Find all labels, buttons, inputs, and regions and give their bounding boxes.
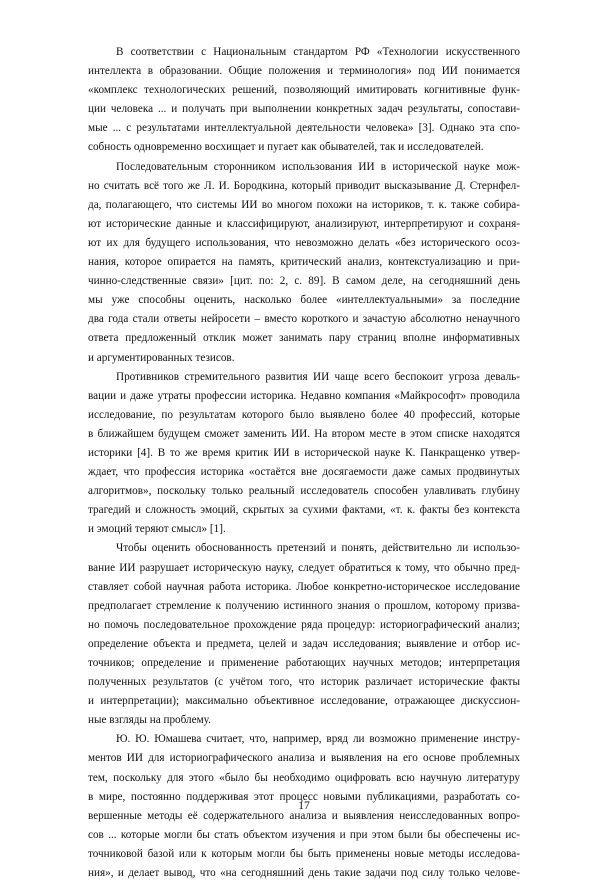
page-number: 17 (298, 800, 310, 812)
text-line: и интерпретации); максимально объективное исследование, отражающее дискуссион- (88, 695, 520, 708)
text-line: ментов ИИ для историографического анализа и выявления на его основе проблемных (88, 752, 520, 765)
text-line: но считать всё того же Л. И. Бородкина, который приводит высказывание Д. Стернфел- (88, 179, 520, 192)
text-line: интеллекта в образовании. Общие положения и терминология» под ИИ понимается (88, 65, 520, 78)
text-line: тем, поскольку для этого «было бы необходимо оцифровать всю научную литературу (88, 771, 520, 784)
text-line: Ю. Ю. Юмашева считает, что, например, вряд ли возможно применение инстру- (116, 733, 520, 746)
paragraph-1 (88, 43, 520, 158)
text-line: вание ИИ разрушает историческую науку, следует обратиться к тому, что обычно пред- (88, 561, 520, 574)
text-line: определение объекта и предмета, целей и задач исследования; выявление и отбор ис- (88, 637, 520, 650)
paragraph-4 (88, 539, 520, 730)
text-line: собность одновременно восхищает и пугает как обывателей, так и исследователей. (88, 141, 484, 154)
text-line: точников; определение и применение работающих научных методов; интерпретация (88, 657, 520, 669)
text-line: точниковой базой или к которым могли бы быть применены новые методы исследова- (88, 847, 520, 860)
text-line: чинно-следственные связи» [цит. по: 2, с. 89]. В самом деле, на сегодняшний день (88, 275, 520, 288)
text-line: ют исторические данные и классифицируют, анализируют, интерпретируют и сохраня- (88, 217, 520, 230)
text-line: Последовательным сторонником использования ИИ в исторической науке мож- (116, 160, 520, 173)
text-line: полученных результатов (с учётом того, что историк различает исторические факты (88, 676, 520, 689)
text-line: ответа предложенный отклик может занимать пару страниц вполне информативных (88, 332, 520, 345)
text-line: Противников стремительного развития ИИ чаще всего беспокоит угроза деваль- (116, 370, 520, 383)
text-line: историки [4]. В то же время критик ИИ в исторической науке К. Панкращенко утвер- (88, 446, 520, 459)
text-line: В соответствии с Национальным стандартом РФ «Технологии искусственного (116, 46, 520, 58)
text-line: ные взгляды на проблему. (88, 714, 211, 727)
text-body (88, 43, 520, 883)
text-line: ции человека ... и получать при выполнении конкретных задач результаты, сопостави- (88, 103, 520, 116)
text-line: но помочь последовательное прохождение ряда процедур: историографический анализ; (88, 618, 520, 631)
paragraph-2 (88, 158, 520, 368)
text-line: ния», и делает вывод, что «на сегодняшний день такие задачи под силу только челове- (88, 867, 520, 880)
text-line: в ближайшем будущем сможет заменить ИИ. На втором месте в этом списке находятся (88, 427, 520, 440)
text-line: вершенные методы её содержательного анализа и выявления неисследованных вопро- (88, 809, 520, 822)
text-line: да, полагающего, что системы ИИ во многом похожи на историков, т. к. также собира- (88, 198, 520, 211)
text-line: мые ... с результатами интеллектуальной деятельности человека» [3]. Однако эта спо- (88, 122, 520, 135)
text-line: нания, которое опирается на память, критический анализ, контекстуализацию и при- (88, 256, 520, 269)
text-line: и аргументированных тезисов. (88, 351, 235, 364)
text-line: ждает, что профессия историка «остаётся вне досягаемости даже самых продвинутых (88, 466, 520, 479)
text-line: и эмоций теряют смысл» [1]. (88, 523, 226, 536)
document-page (88, 0, 520, 880)
text-line: Чтобы оценить обоснованность претензий и понять, действительно ли использо- (116, 542, 520, 555)
text-line: предполагает стремление к получению истинного знания о прошлом, которому призва- (88, 599, 520, 612)
text-line: вации и даже утраты профессии историка. Недавно компания «Майкрософт» проводила (88, 389, 520, 402)
text-line: ставляет собой научная работа историка. Любое конкретно-историческое исследование (88, 580, 520, 593)
text-line: трагедий и сложность эмоций, скрытых за сухими фактами, «т. к. факты без контекста (88, 504, 520, 517)
text-line: исследование, по результатам которого было выявлено более 40 профессий, которые (88, 408, 520, 421)
text-line: в мире, постоянно поддерживая этот процесс новыми публикациями, разработать со- (88, 790, 520, 803)
text-line: два года стали ответы нейросети – вместо короткого и зачастую абсолютно ненаучного (88, 313, 520, 326)
text-line: «комплекс технологических решений, позволяющий имитировать когнитивные функ- (88, 84, 520, 97)
text-line: ют их для будущего использования, что невозможно делать «без исторического осоз- (88, 236, 520, 249)
text-line: сов ... которые могли бы стать объектом изучения и при этом были бы обеспечены ис- (88, 828, 520, 841)
text-line: алгоритмов», поскольку только реальный исследователь способен улавливать глубину (88, 485, 520, 498)
paragraph-3 (88, 368, 520, 540)
text-line: мы уже способны оценить, насколько более «интеллектуальными» за последние (88, 294, 520, 307)
